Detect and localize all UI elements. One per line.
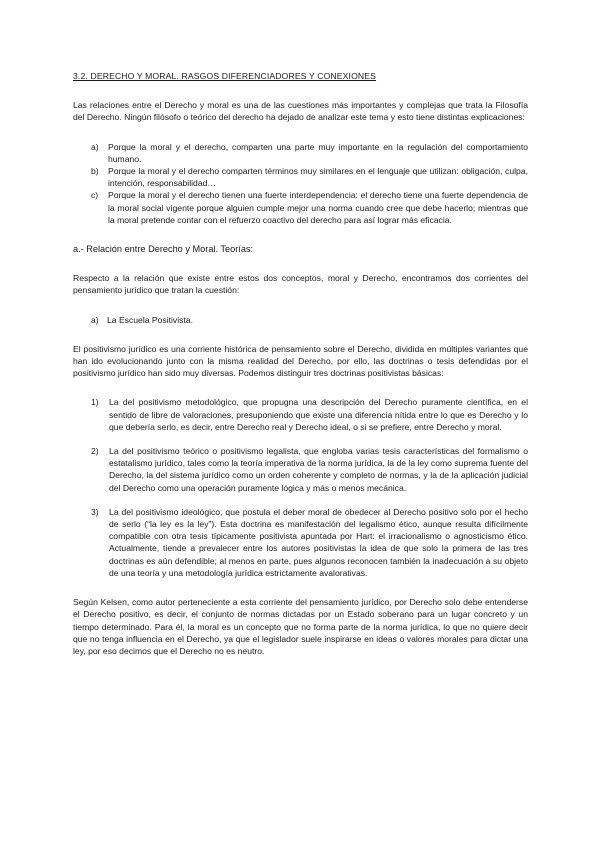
- list-item: [73, 141, 528, 165]
- list-item: [73, 314, 528, 326]
- list-item-text: La Escuela Positivista.: [107, 314, 193, 325]
- respecto-paragraph: Respecto a la relación que existe entre estos dos conceptos, moral y Derecho, encontramos dos corrientes del pensamiento jurídico que tratan la cuestión:: [73, 273, 528, 296]
- list-item: [73, 396, 528, 433]
- list-item-text: La del positivismo metodológico, que propugna una descripción del Derecho puramente científica, en el sentido de libre de valoraciones, presuponiendo que existe una diferencia nítida entre lo que es Derecho y lo que debería serlo, es decir, entre Derecho real y Derecho ideal, o si se prefiere, entre Derecho y moral.: [109, 397, 528, 432]
- list-item: [73, 445, 528, 494]
- list-item: [73, 189, 528, 226]
- list-item-text: Porque la moral y el derecho, comparten una parte muy importante en la regulación del comportamiento humano.: [108, 141, 528, 164]
- list-marker: 1): [91, 397, 99, 408]
- list-item-text: La del positivismo ideológico, que postula el deber moral de obedecer al Derecho positivo solo por el hecho de serlo (“la ley es la ley”). Esta doctrina es manifestación del legalismo ético, aunque resulta difícilmente compatible con otra tesis típicamente positivista apuntada por Hart: el irracionalismo o agnosticismo ético. Actualmente, tiende a prevalecer entre los autores positivistas la idea de que solo la primera de las tres doctrinas es aún defendible; al menos en parte, pues algunos reconocen también la inadecuación a su objeto de una teoría y una metodología jurídica estrictamente avalorativas.: [109, 506, 528, 578]
- list-marker: 2): [91, 446, 99, 457]
- list-item: [73, 506, 528, 579]
- kelsen-paragraph: Según Kelsen, como autor perteneciente a esta corriente del pensamiento jurídico, por Derecho solo debe entenderse el Derecho positivo, es decir, el conjunto de normas dictadas por un Estado soberano para un lugar concreto y un tiempo determinado. Para él, la moral es un concepto que no forma parte de la norma jurídica, lo que no quiere decir que no tenga influencia en el Derecho, ya que el legislador suele inspirarse en ideas o valores morales para dictar una ley, por eso decimos que el Derecho no es neutro.: [73, 597, 528, 656]
- list-marker: b): [91, 166, 99, 177]
- subsection-heading: a.- Relación entre Derecho y Moral. Teorías:: [73, 244, 254, 255]
- positivismo-paragraph: El positivismo jurídico es una corriente histórica de pensamiento sobre el Derecho, dividida en múltiples variantes que han ido evolucionando junto con la misma realidad del Derecho, por ello, las doctrinas o tesis defendidas por el positivismo jurídico han sido muy diversas. Podemos distinguir tres doctrinas positivistas básicas:: [73, 343, 528, 379]
- list-marker: a): [91, 141, 99, 152]
- list-item-text: Porque la moral y el derecho comparten términos muy similares en el lenguaje que utilizan: obligación, culpa, intención, responsabilidad…: [108, 166, 528, 189]
- list-marker: a): [91, 314, 99, 325]
- escuela-list: [73, 314, 528, 326]
- list-item-text: Porque la moral y el derecho tienen una fuerte interdependencia: el derecho tiene una fuerte dependencia de la moral social vigente porque alguien cumple mejor una norma cuando cree que debe hacerlo; mientras que la moral pretende contar con el refuerzo coactivo del derecho para así lograr más eficacia.: [108, 190, 528, 225]
- intro-paragraph: Las relaciones entre el Derecho y moral es una de las cuestiones más importantes y complejas que trata la Filosofía del Derecho. Ningún filósofo o teórico del derecho ha dejado de analizar este tema y esto tiene distintas explicaciones:: [73, 100, 528, 123]
- reasons-list: [73, 141, 528, 226]
- list-item: [73, 165, 528, 189]
- doctrinas-list: [73, 396, 528, 579]
- list-marker: c): [91, 190, 99, 201]
- section-heading: 3.2. DERECHO Y MORAL. RASGOS DIFERENCIADORES Y CONEXIONES: [73, 71, 377, 81]
- list-item-text: La del positivismo teórico o positivismo legalista, que engloba varias tesis características del formalismo o estatalismo jurídico, tales como la teoría imperativa de la norma jurídica, la de la ley como suprema fuente del Derecho, la del sistema jurídico como un orden coherente y completo de normas, y la de la aplicación judicial del Derecho como una operación puramente lógica y más o menos mecánica.: [109, 446, 528, 493]
- list-marker: 3): [91, 506, 99, 517]
